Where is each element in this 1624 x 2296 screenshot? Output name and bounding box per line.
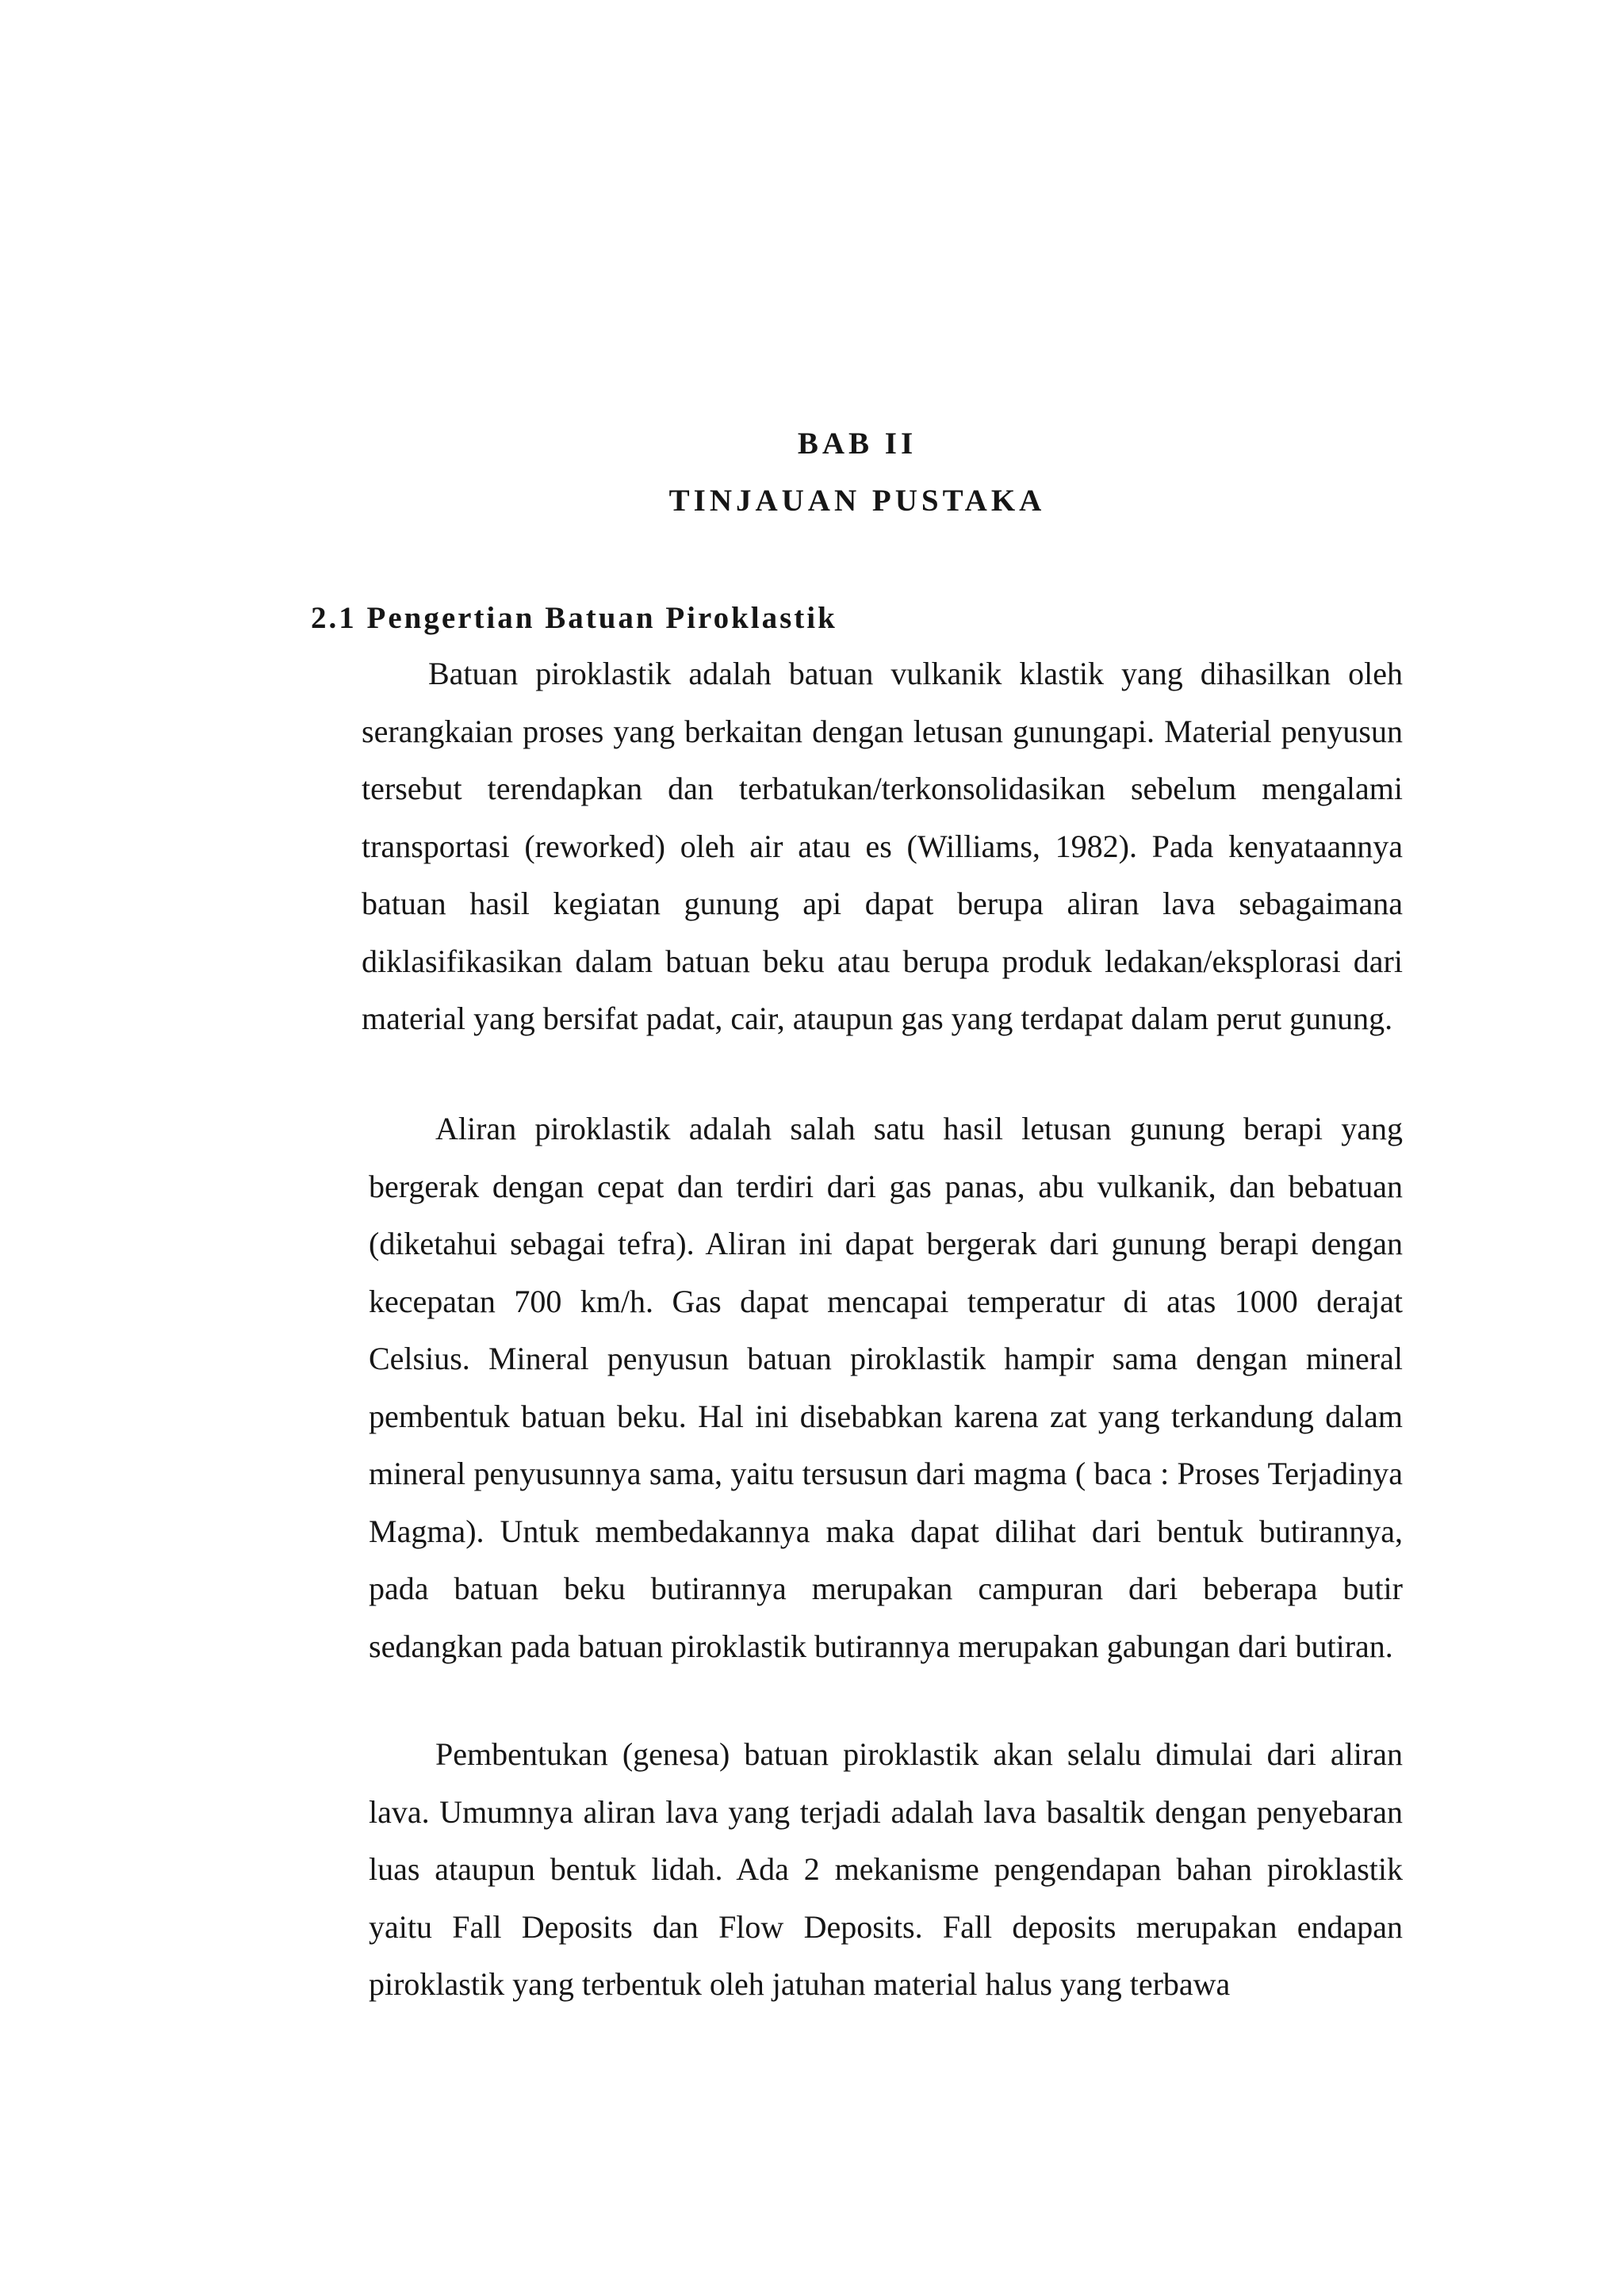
body-paragraph: Pembentukan (genesa) batuan piroklastik akan selalu dimulai dari aliran lava. Umumnya aliran lava yang terjadi adalah lava basaltik dengan penyebaran luas ataupun bentuk lidah. Ada 2 mekanisme pengendapan bahan piroklastik yaitu Fall Deposits dan Flow Deposits. Fall deposits merupakan endapan piroklastik yang terbentuk oleh jatuhan material halus yang terbawa [369, 1736, 1403, 2002]
body-paragraph: Batuan piroklastik adalah batuan vulkanik klastik yang dihasilkan oleh serangkaian proses yang berkaitan dengan letusan gunungapi. Material penyusun tersebut terendapkan dan terbatukan/terkonsolidasikan sebelum mengalami transportasi (reworked) oleh air atau es (Williams, 1982). Pada kenyataannya batuan hasil kegiatan gunung api dapat berupa aliran lava sebagaimana diklasifikasikan dalam batuan beku atau berupa produk ledakan/eksplorasi dari material yang bersifat padat, cair, ataupun gas yang terdapat dalam perut gunung. [362, 656, 1403, 1036]
chapter-title: TINJAUAN PUSTAKA [668, 484, 1046, 518]
section-heading: 2.1 Pengertian Batuan Piroklastik [311, 601, 837, 635]
body-paragraph: Aliran piroklastik adalah salah satu hasil letusan gunung berapi yang bergerak dengan cepat dan terdiri dari gas panas, abu vulkanik, dan bebatuan (diketahui sebagai tefra). Aliran ini dapat bergerak dari gunung berapi dengan kecepatan 700 km/h. Gas dapat mencapai temperatur di atas 1000 derajat Celsius. Mineral penyusun batuan piroklastik hampir sama dengan mineral pembentuk batuan beku. Hal ini disebabkan karena zat yang terkandung dalam mineral penyusunnya sama, yaitu tersusun dari magma ( baca : Proses Terjadinya Magma). Untuk membedakannya maka dapat dilihat dari bentuk butirannya, pada batuan beku butirannya merupakan campuran dari beberapa butir sedangkan pada batuan piroklastik butirannya merupakan gabungan dari butiran. [369, 1111, 1403, 1664]
chapter-label: BAB II [797, 427, 917, 461]
